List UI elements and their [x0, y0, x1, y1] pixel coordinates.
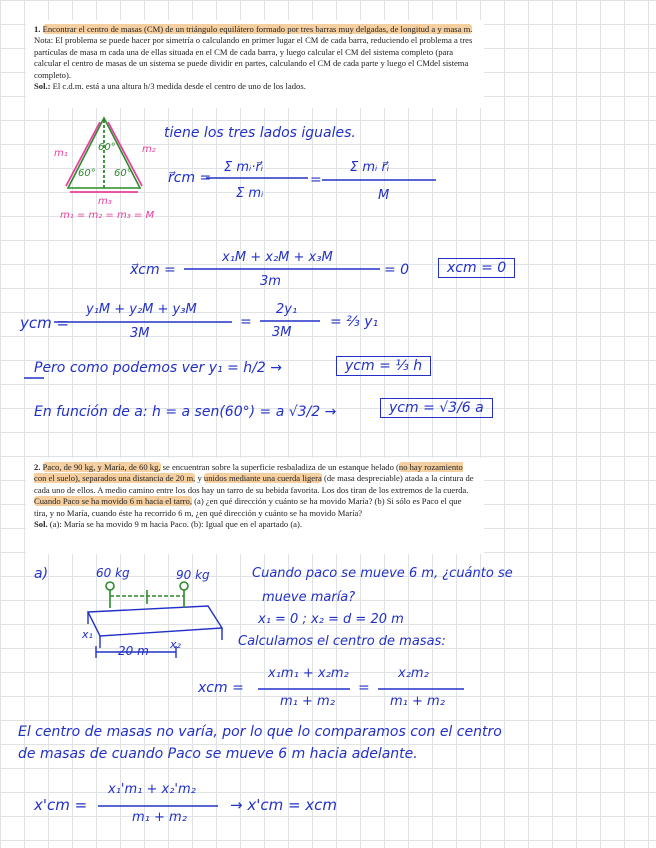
- highlighted-text: unidos mediante una cuerda ligera: [203, 473, 322, 484]
- triangle-angle-left: 60°: [78, 168, 96, 179]
- part-a-label: a): [34, 566, 49, 582]
- distance-label: 20 m: [118, 644, 149, 658]
- ycm-final-answer-box: ycm = √3/6 a: [380, 398, 493, 418]
- mass-label-m3: m₃: [98, 196, 112, 207]
- people-and-rope: [106, 582, 188, 608]
- explanation-line-2: de masas de cuando Paco se mueve 6 m hacia adelante.: [18, 746, 418, 762]
- ycm-numerator: y₁M + y₂M + y₃M: [86, 302, 197, 317]
- ycm-mid-denominator: 3M: [272, 325, 292, 340]
- ycm-rhs: = ⅔ y₁: [330, 314, 379, 330]
- mass-right-label: 90 kg: [176, 568, 210, 582]
- highlighted-text: Cuando Paco se ha movido 6 m hacia el tarro,: [34, 496, 192, 507]
- highlighted-text: Paco, de 90 kg, y María, de 60 kg,: [42, 462, 161, 472]
- equals-sign: =: [240, 314, 252, 330]
- xcm-prime-conclusion: → x'cm = xcm: [230, 796, 338, 814]
- solution-text: (a): María se ha movido 9 m hacia Paco. (b): Igual que en el apartado (a).: [49, 519, 303, 530]
- statement-text: se encuentran sobre la superficie resbaladiza de un estanque helado (: [160, 462, 399, 472]
- question-line-2: mueve maría?: [262, 590, 356, 605]
- explanation-line-1: El centro de masas no varía, por lo que lo comparamos con el centro: [18, 724, 502, 740]
- xcm-denominator: m₁ + m₂: [280, 694, 335, 709]
- highlighted-statement: Encontrar el centro de masas (CM) de un triángulo equilátero formado por tres barras muy delgadas, de longitud a y masa m.: [42, 24, 473, 34]
- xcm-numerator: x₁M + x₂M + x₃M: [222, 250, 333, 265]
- ice-platform-drawing: [88, 606, 222, 658]
- pero-line: Pero como podemos ver y₁ = h/2 →: [34, 360, 282, 376]
- xcm-rhs-denominator: m₁ + m₂: [390, 694, 445, 709]
- sides-equal-note: tiene los tres lados iguales.: [164, 125, 356, 141]
- xcm-denominator: 3m: [260, 274, 281, 289]
- xcm-result: = 0: [384, 262, 410, 278]
- xcm-numerator: x₁m₁ + x₂m₂: [268, 666, 349, 681]
- rcm-rhs-denominator: M: [378, 188, 390, 203]
- xcm-label: xcm =: [198, 680, 244, 696]
- xcm-rhs-numerator: x₂m₂: [398, 666, 429, 681]
- problem-note: Nota: El problema se puede hacer por simetría o calculando en primer lugar el CM de cada barra, reduciendo el problema a tres partículas de masa m cada una de ellas situada en el CM de cada barra, y luego calcular el CM del sistema completo (para calcular el centro de masas de un sistema se puede dividir en partes, calculando el CM de cada parte y luego el CMdel sistema completo).: [34, 35, 473, 80]
- mass-label-m1: m₁: [54, 148, 68, 159]
- triangle-angle-top: 60°: [98, 142, 116, 153]
- equals-sign: =: [358, 680, 370, 696]
- positions-line: x₁ = 0 ; x₂ = d = 20 m: [258, 612, 404, 627]
- question-line-1: Cuando paco se mueve 6 m, ¿cuánto se: [252, 566, 513, 581]
- statement-text: y: [195, 473, 204, 484]
- xcm-prime-denominator: m₁ + m₂: [132, 810, 187, 825]
- solution-label: Sol.: [34, 519, 48, 530]
- rcm-rhs-numerator: Σ mᵢ r⃗ᵢ: [350, 160, 390, 175]
- ycm-label: ycm =: [20, 314, 70, 332]
- masses-equal: m₁ = m₂ = m₃ = M: [60, 210, 155, 221]
- highlighted-text: no hay rozamiento con el suelo), separados una distancia de 20 m,: [34, 462, 463, 484]
- ycm-denominator: 3M: [130, 326, 150, 341]
- xcm-answer-box: xcm = 0: [438, 258, 515, 278]
- mass-left-label: 60 kg: [96, 566, 130, 580]
- funcion-line: En función de a: h = a sen(60°) = a √3/2 →: [34, 404, 337, 420]
- problem-number: 2.: [34, 462, 41, 472]
- statement-text: (a) ¿en qué dirección y cuánto se ha movido María? (b) Si sólo es Paco el que tira, y no María, cuando éste ha recorrido 6 m, ¿en qué dirección y cuánto se ha movido María?: [34, 496, 462, 518]
- xcm-label: x⃗cm =: [130, 262, 176, 278]
- x1-label: x₁: [82, 628, 93, 641]
- ycm-mid-numerator: 2y₁: [276, 302, 298, 317]
- solution-text: El c.d.m. está a una altura h/3 medida desde el centro de uno de los lados.: [52, 81, 306, 92]
- xcm-prime-label: x'cm =: [34, 796, 88, 814]
- x2-label: x₂: [170, 638, 181, 651]
- problem-number: 1.: [34, 24, 41, 34]
- mass-label-m2: m₂: [142, 144, 156, 155]
- triangle-angle-right: 60°: [114, 168, 132, 179]
- statement-text: (de masa despreciable) atada a la cintura de cada uno de ellos. A medio camino entre los dos hay un tarro de su bebida favorita. Los dos tiran de los extremos de la cuerda.: [34, 473, 474, 495]
- rcm-numerator: Σ mᵢ·r⃗ᵢ: [224, 160, 264, 175]
- solution-label: Sol.:: [34, 81, 51, 92]
- equals-sign: =: [310, 172, 322, 188]
- calc-line: Calculamos el centro de masas:: [238, 634, 446, 649]
- ycm-answer-box: ycm = ⅓ h: [336, 356, 431, 376]
- xcm-prime-numerator: x₁'m₁ + x₂'m₂: [108, 782, 196, 797]
- rcm-denominator: Σ mᵢ: [236, 186, 264, 201]
- triangle-highlight-strokes: [66, 120, 142, 192]
- rcm-label: r⃗cm =: [168, 170, 212, 186]
